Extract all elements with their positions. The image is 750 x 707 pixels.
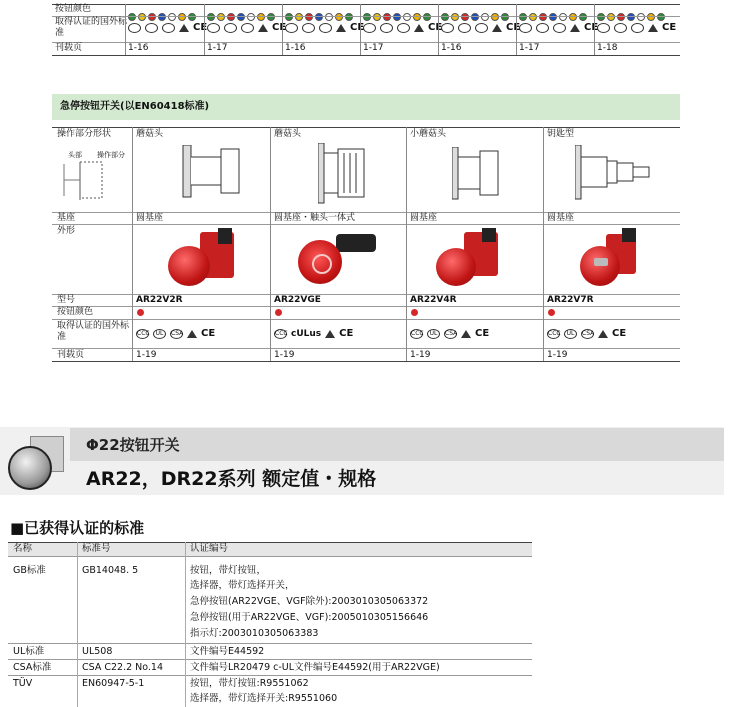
col4-standard-marks	[547, 328, 626, 339]
col2-page: 1-19	[274, 350, 295, 360]
col3-page: 1-19	[410, 350, 431, 360]
col1-outline-drawing	[175, 145, 245, 205]
col3-base: 圆基座	[410, 213, 438, 223]
page-ref: 1-16	[285, 43, 306, 53]
tuv-icon	[461, 330, 471, 338]
gb-name: GB标准	[13, 565, 46, 576]
csa-icon	[553, 23, 566, 33]
ccc-icon	[207, 23, 220, 33]
section-product-thumbnail	[6, 432, 66, 490]
col1-base: 圆基座	[136, 213, 164, 223]
tuv-icon	[336, 24, 346, 32]
tuv-std: EN60947-5-1	[82, 678, 145, 689]
shape-diagram	[60, 144, 130, 206]
tuv-icon	[598, 330, 608, 338]
col3-model: AR22V4R	[410, 295, 457, 305]
csa-icon	[475, 23, 488, 33]
row-label-standards: 取得认证的国外标准	[55, 17, 128, 38]
ul-icon	[302, 23, 315, 33]
page-ref: 1-17	[519, 43, 540, 53]
row-label-page: 刊载页	[55, 43, 83, 53]
ul-icon: UL	[153, 329, 166, 339]
col1-shape: 蘑菇头	[136, 129, 164, 139]
ccc-icon	[441, 23, 454, 33]
ul-line-1: 文件编号E44592	[190, 646, 265, 657]
ul-icon	[224, 23, 237, 33]
page-ref: 1-16	[128, 43, 149, 53]
col2-shape: 蘑菇头	[274, 129, 302, 139]
certs-header-std: 标准号	[82, 543, 111, 554]
csa-icon: CSA	[582, 329, 595, 337]
col1-page: 1-19	[136, 350, 157, 360]
certs-heading: ■已获得认证的标准	[10, 519, 145, 537]
ccc-icon	[363, 23, 376, 33]
ul-icon	[536, 23, 549, 33]
label-appearance: 外形	[57, 226, 76, 236]
csa-icon	[319, 23, 332, 33]
page-ref: 1-16	[441, 43, 462, 53]
c-ul-us-icon: cULus	[291, 328, 322, 339]
tuv-icon	[414, 24, 424, 32]
standard-marks	[441, 22, 520, 33]
label-shape: 操作部分形状	[57, 129, 112, 139]
gb-line-1: 按钮，带灯按钮，	[190, 565, 267, 576]
ccc-icon: CCC	[137, 329, 150, 337]
tuv-line-1: 按钮，带灯按钮:R9551062	[190, 678, 309, 689]
standard-marks	[597, 22, 676, 33]
section-subtitle: Φ22按钮开关	[86, 436, 180, 454]
col4-page: 1-19	[547, 350, 568, 360]
col4-photo	[572, 228, 658, 290]
ccc-icon: CCC	[275, 329, 288, 337]
col3-photo	[430, 228, 520, 290]
tuv-name: TÜV	[13, 678, 33, 689]
ce-icon: CE	[339, 328, 354, 339]
col2-color-dot	[275, 309, 282, 316]
ce-icon: CE	[428, 22, 443, 33]
ccc-icon: CCC	[548, 329, 561, 337]
col2-photo	[290, 228, 382, 290]
col2-outline-drawing	[318, 143, 378, 207]
certs-header-name: 名称	[13, 543, 33, 554]
page-ref: 1-17	[363, 43, 384, 53]
ce-icon: CE	[272, 22, 287, 33]
tuv-line-2: 选择器，带灯选择开关:R9551060	[190, 693, 338, 704]
gb-line-2: 选择器，带灯选择开关，	[190, 580, 295, 591]
tuv-icon	[258, 24, 268, 32]
col4-color-dot	[548, 309, 555, 316]
ce-icon: CE	[350, 22, 365, 33]
csa-icon	[241, 23, 254, 33]
col3-standard-marks	[410, 328, 489, 339]
csa-icon: CSA	[445, 329, 458, 337]
diagram-label-head: 头部	[68, 151, 82, 159]
ccc-icon: CCC	[411, 329, 424, 337]
standard-marks	[519, 22, 598, 33]
col4-shape: 钥匙型	[547, 129, 575, 139]
ce-icon: CE	[584, 22, 599, 33]
standard-marks	[207, 22, 286, 33]
ul-icon	[380, 23, 393, 33]
diagram-label-operating: 操作部分	[97, 151, 125, 159]
tuv-icon	[187, 330, 197, 338]
col2-base: 圆基座・触头一体式	[274, 213, 356, 223]
tuv-icon	[570, 24, 580, 32]
col1-color-dot	[137, 309, 144, 316]
gb-line-5: 指示灯:2003010305063383	[190, 628, 319, 639]
csa-name: CSA标准	[13, 662, 52, 673]
ul-std: UL508	[82, 646, 113, 657]
ul-icon: UL	[427, 329, 440, 339]
ul-icon	[458, 23, 471, 33]
standard-marks	[285, 22, 364, 33]
section-title: AR22，DR22系列 额定值・规格	[86, 468, 377, 490]
tuv-icon	[179, 24, 189, 32]
ce-icon: CE	[662, 22, 677, 33]
row-label-button-color: 按钮颜色	[55, 4, 92, 14]
col4-base: 圆基座	[547, 213, 575, 223]
ul-name: UL标准	[13, 646, 45, 657]
csa-std: CSA C22.2 No.14	[82, 662, 164, 673]
col1-photo	[160, 228, 250, 290]
col1-standard-marks	[136, 328, 215, 339]
standard-marks	[363, 22, 442, 33]
ccc-icon	[128, 23, 141, 33]
ce-icon: CE	[612, 328, 627, 339]
label-standards: 取得认证的国外标准	[57, 321, 130, 342]
standard-marks	[128, 22, 207, 33]
label-color: 按钮颜色	[57, 307, 94, 317]
ul-icon: UL	[564, 329, 577, 339]
gb-std: GB14048. 5	[82, 565, 139, 576]
gb-line-3: 急停按钮(AR22VGE、VGF除外):2003010305063372	[190, 596, 429, 607]
page-ref: 1-18	[597, 43, 618, 53]
csa-icon	[397, 23, 410, 33]
estop-title: 急停按钮开关(以EN60418标准)	[60, 101, 210, 112]
ccc-icon	[597, 23, 610, 33]
tuv-icon	[325, 330, 335, 338]
ce-icon: CE	[201, 328, 216, 339]
tuv-icon	[492, 24, 502, 32]
col4-model: AR22V7R	[547, 295, 594, 305]
ccc-icon	[285, 23, 298, 33]
ccc-icon	[519, 23, 532, 33]
label-page: 刊载页	[57, 350, 85, 360]
col3-color-dot	[411, 309, 418, 316]
csa-icon	[162, 23, 175, 33]
tuv-icon	[648, 24, 658, 32]
col3-shape: 小蘑菇头	[410, 129, 447, 139]
label-base: 基座	[57, 213, 76, 223]
ul-icon	[145, 23, 158, 33]
col2-standard-marks	[274, 328, 353, 339]
csa-icon	[631, 23, 644, 33]
page-ref: 1-17	[207, 43, 228, 53]
csa-line-1: 文件编号LR20479 c-UL文件编号E44592(用于AR22VGE)	[190, 662, 440, 673]
csa-icon: CSA	[171, 329, 184, 337]
ce-icon: CE	[475, 328, 490, 339]
certs-header-number: 认证编号	[190, 543, 229, 554]
col2-model: AR22VGE	[274, 295, 321, 305]
col4-outline-drawing	[575, 145, 655, 205]
col3-outline-drawing	[452, 147, 512, 203]
ce-icon: CE	[506, 22, 521, 33]
ce-icon: CE	[193, 22, 208, 33]
label-model: 型号	[57, 295, 76, 305]
ul-icon	[614, 23, 627, 33]
gb-line-4: 急停按钮(用于AR22VGE、VGF):2005010305156646	[190, 612, 429, 623]
col1-model: AR22V2R	[136, 295, 183, 305]
